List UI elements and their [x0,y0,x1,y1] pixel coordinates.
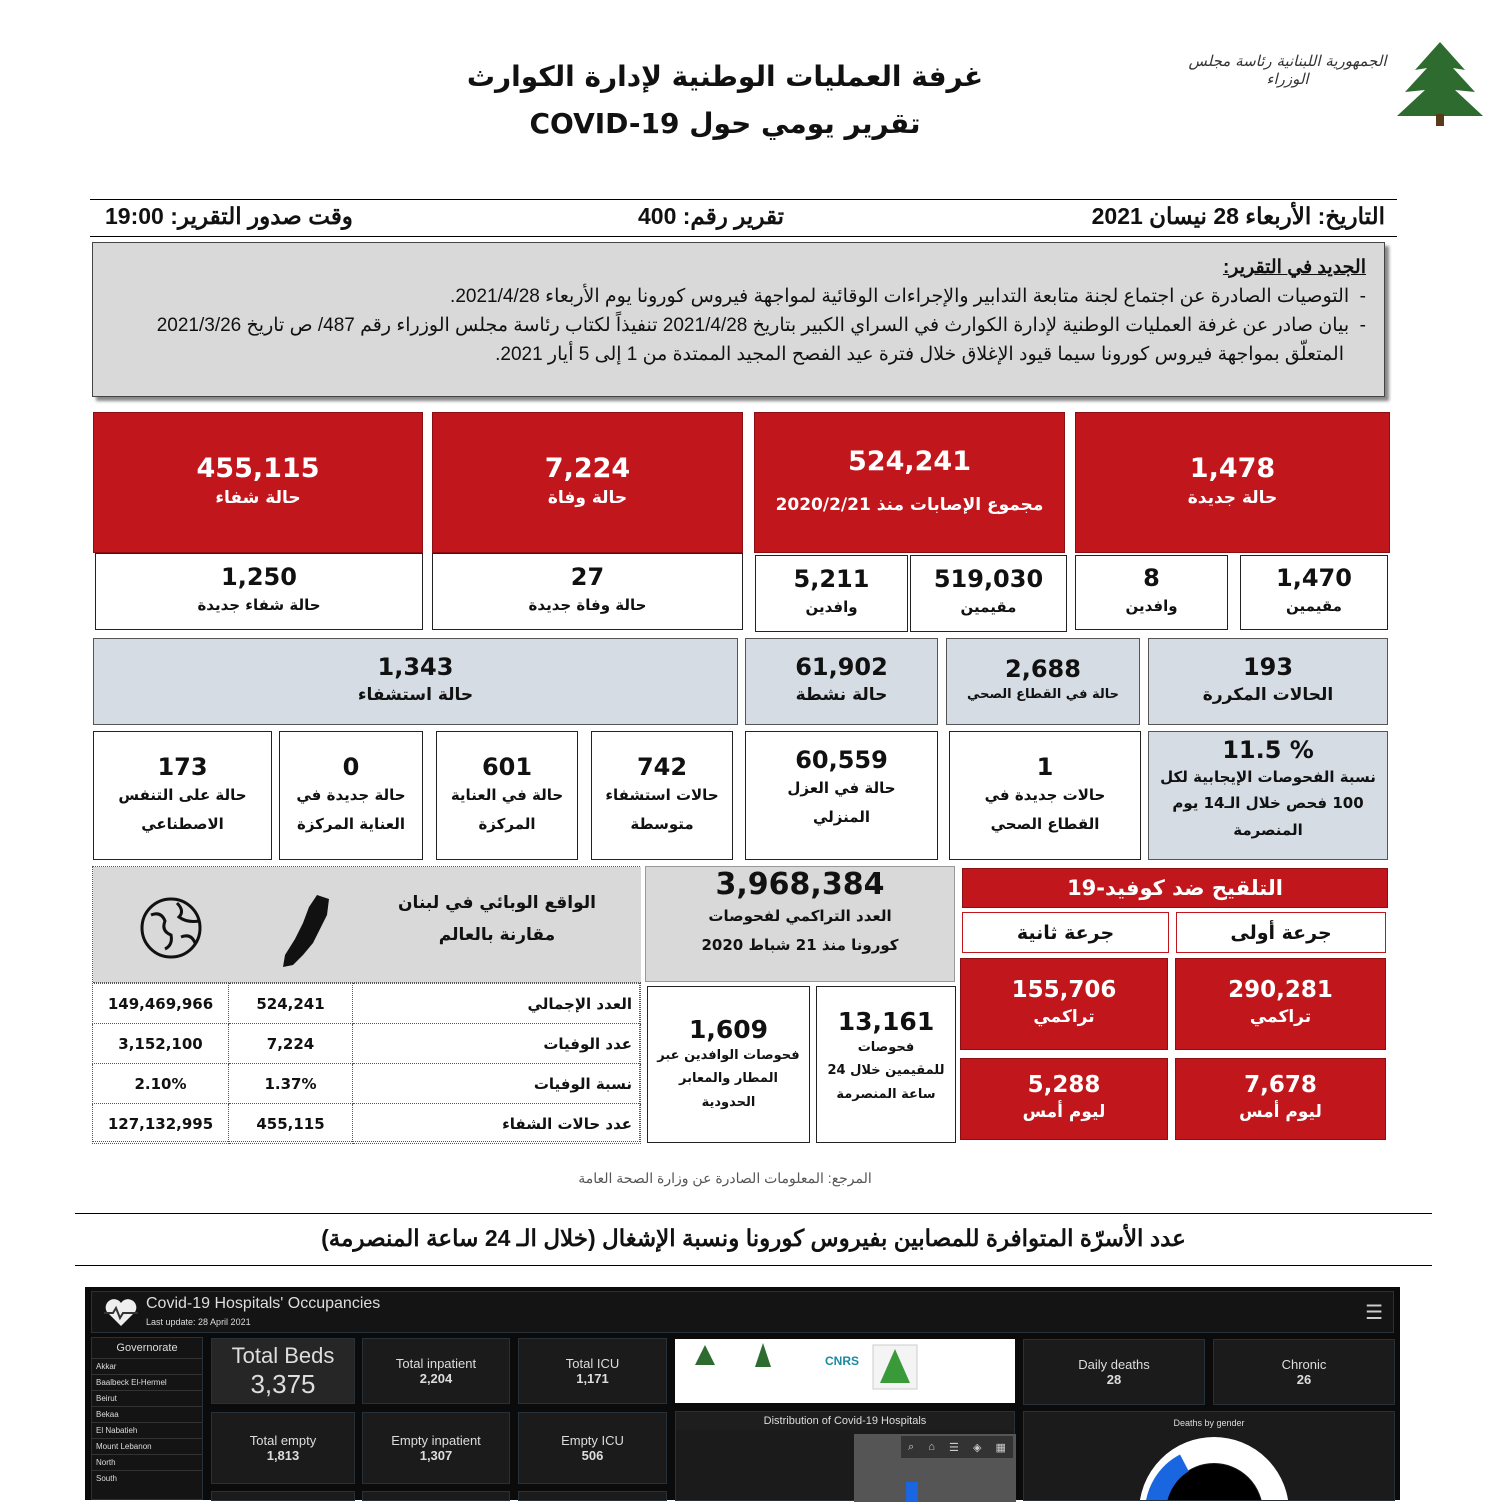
search-icon[interactable]: ⌕ [908,1440,915,1453]
recovered-card: 455,115 حالة شفاء [93,412,423,553]
total-cases-card: 524,241 مجموع الإصابات منذ 2020/2/21 [754,412,1065,553]
cedar-logo [695,1345,715,1365]
deaths-by-gender-chart [1023,1411,1395,1501]
total-beds-tile: Total Beds 3,375 [211,1338,355,1404]
report-title: غرفة العمليات الوطنية لإدارة الكوارث [466,60,984,93]
new-icu-card: 0 حالة جديدة في العناية المركزة [279,731,423,860]
governorate-item[interactable]: Mount Lebanon [92,1438,202,1454]
source-note: المرجع: المعلومات الصادرة عن وزارة الصحة العامة [578,1170,872,1186]
governorate-item[interactable]: Akkar [92,1358,202,1374]
comparison-table [92,866,640,1142]
moderate-hospitalization-card: 742 حالات استشفاء متوسطة [591,731,733,860]
comparison-title: الواقع الوبائي في لبنان مقارنة بالعالم [398,893,596,946]
governorate-item[interactable]: Bekaa [92,1406,202,1422]
total-arrivals-card: 5,211 وافدين [755,555,908,632]
governorate-item[interactable]: El Nabatieh [92,1422,202,1438]
arrivals-tests-card: 1,609 فحوصات الوافدين عبر المطار والمعابر الحدودية [647,986,810,1143]
report-date: التاريخ: الأربعاء 28 نيسان 2021 [1091,203,1385,229]
logo-text: الجمهورية اللبنانية رئاسة مجلس الوزراء [1188,52,1387,88]
governorate-item[interactable]: Baalbeck El-Hermel [92,1374,202,1390]
daily-deaths-tile: Daily deaths 28 [1023,1339,1205,1405]
new-deaths-card: 27 حالة وفاة جديدة [432,553,743,630]
partner-logos [675,1339,1015,1403]
vaccination-title: التلقيح ضد كوفيد-19 [962,868,1388,908]
divider [75,1213,1432,1214]
empty-icu-tile: Empty ICU 506 [518,1412,667,1484]
governorate-item[interactable]: North [92,1454,202,1470]
icu-card: 601 حالة في العناية المركزة [436,731,578,860]
basemap-icon[interactable]: ▦ [995,1441,1006,1454]
table-row: 2.10% 1.37% نسبة الوفيات [93,1064,641,1104]
map-title: Distribution of Covid-19 Hospitals [676,1412,1014,1430]
governorate-list [91,1337,203,1500]
repeated-cases-card: 193 الحالات المكررة [1148,638,1388,725]
residents-tests-card: 13,161 فحوصات للمقيمين خلال 24 ساعة المنصرمة [816,986,956,1143]
hospitalized-card: 1,343 حالة استشفاء [93,638,738,725]
last-update: Last update: 28 April 2021 [146,1317,251,1327]
table-row: 127,132,995 455,115 عدد حالات الشفاء [93,1104,641,1144]
dose2-yesterday: 5,288 ليوم أمس [960,1058,1168,1140]
new-arrivals-card: 8 وافدين [1075,555,1228,630]
government-logo [1185,40,1490,130]
total-residents-card: 519,030 مقيمين [910,555,1067,632]
dose2-header: جرعة ثانية [962,912,1169,953]
report-number: تقرير رقم: 400 [638,203,785,229]
news-heading: الجديد في التقرير: [1222,257,1366,278]
empty-inpatient-tile: Empty inpatient 1,307 [362,1412,510,1484]
hospital-map[interactable] [675,1411,1015,1501]
map-toolbar [901,1436,1013,1458]
new-cases-card: 1,478 حالة جديدة [1075,412,1390,553]
layers-icon[interactable]: ◈ [972,1441,982,1454]
table-row: 3,152,100 7,224 عدد الوفيات [93,1024,641,1064]
globe-icon [137,897,205,959]
hospital-dashboard [85,1287,1400,1500]
chronic-tile: Chronic 26 [1213,1339,1395,1405]
cumulative-tests-card: 3,968,384 العدد التراكمي لفحوصات كورونا منذ 21 شباط 2020 [645,866,955,982]
dose2-cumulative: 155,706 تراكمي [960,958,1168,1050]
total-inpatient-tile: Total inpatient 2,204 [362,1338,510,1404]
new-recovered-card: 1,250 حالة شفاء جديدة [95,553,423,630]
governorate-item[interactable]: South [92,1470,202,1486]
home-icon[interactable]: ⌂ [928,1441,935,1453]
dose1-cumulative: 290,281 تراكمي [1175,958,1386,1050]
report-time: وقت صدور التقرير: 19:00 [105,203,353,229]
active-cases-card: 61,902 حالة نشطة [745,638,938,725]
deaths-card: 7,224 حالة وفاة [432,412,743,553]
info-bar [90,199,1397,237]
svg-text:CNRS: CNRS [825,1354,860,1368]
dose1-header: جرعة أولى [1176,912,1386,953]
home-isolation-card: 60,559 حالة في العزل المنزلي [745,731,938,860]
legend-icon[interactable]: ☰ [949,1441,959,1454]
divider [75,1265,1432,1266]
dashboard-title: Covid-19 Hospitals' Occupancies [146,1295,381,1312]
governorate-header: Governorate [116,1342,178,1354]
new-residents-card: 1,470 مقيمين [1240,555,1388,630]
new-health-sector-card: 1 حالات جديدة في القطاع الصحي [949,731,1141,860]
cedar-icon [1395,40,1485,128]
dose1-yesterday: 7,678 ليوم أمس [1175,1058,1386,1140]
section-title: عدد الأسرّة المتوافرة للمصابين بفيروس كورونا ونسبة الإشغال (خلال الـ 24 ساعة المنصرمة) [321,1225,1186,1251]
total-icu-tile: Total ICU 1,171 [518,1338,667,1404]
positivity-rate-card: 11.5 % نسبة الفحوصات الإيجابية لكل 100 فحص خلال الـ14 يوم المنصرمة [1148,731,1388,860]
health-sector-card: 2,688 حالة في القطاع الصحي [946,638,1140,725]
total-empty-tile: Total empty 1,813 [211,1412,355,1484]
news-item: - بيان صادر عن غرفة العمليات الوطنية لإدارة الكوارث في السراي الكبير بتاريخ 2021/4/28 تنفيذاً لكتاب رئاسة مجلس الوزراء رقم 487/ ص تاريخ 2021/3/26 المتعلّق بمواجهة فيروس كورونا سيما قيود الإغلاق خلال فترة عيد الفصح المجيد الممتدة من 1 إلى 5 أيار 2021. [156,315,1366,365]
table-row: 149,469,966 524,241 العدد الإجمالي [93,984,641,1024]
menu-icon[interactable]: ☰ [1365,1302,1383,1324]
heart-pulse-icon [104,1298,138,1328]
ventilator-card: 173 حالة على التنفس الاصطناعي [93,731,272,860]
chart-title: Deaths by gender [1173,1418,1245,1428]
news-item: - التوصيات الصادرة عن اجتماع لجنة متابعة التدابير والإجراءات الوقائية لمواجهة فيروس كورونا يوم الأربعاء 2021/4/28. [450,286,1366,307]
lebanon-map-icon [277,893,337,969]
governorate-item[interactable]: Beirut [92,1390,202,1406]
report-subtitle: تقرير يومي حول COVID-19 [529,107,921,140]
moph-logo [755,1343,771,1367]
news-box [92,242,1385,397]
